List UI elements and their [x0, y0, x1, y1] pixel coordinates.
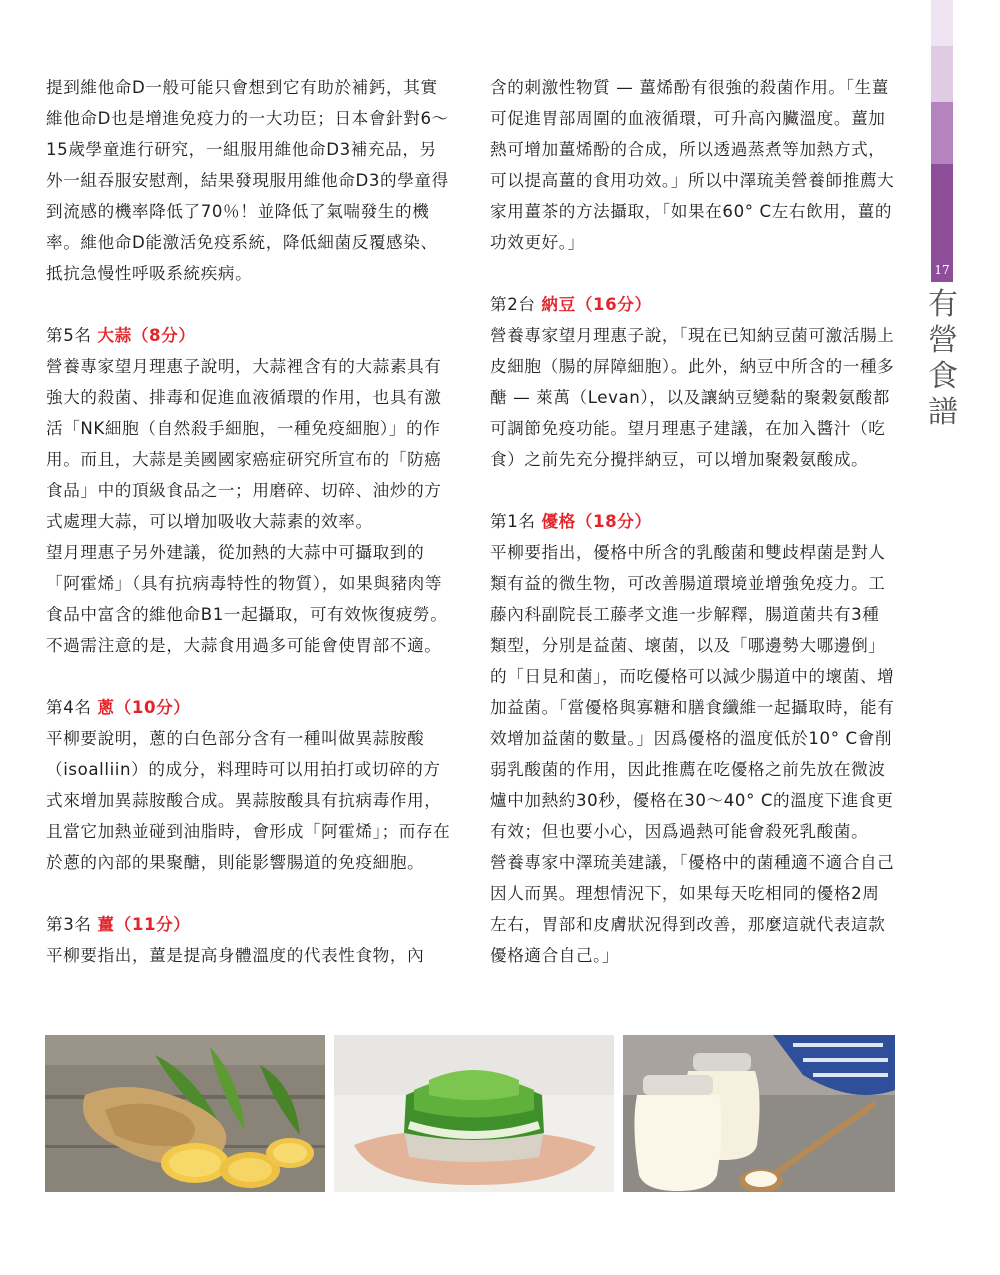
rank-score: （11分） — [114, 915, 191, 934]
sidebar-tab-3 — [931, 102, 953, 164]
rank3-heading — [46, 909, 452, 940]
rank2-paragraph-1: 營養專家望月理惠子說，「現在已知納豆菌可激活腸上皮細胞（腸的屏障細胞）。此外，納豆中所含的一種多醣 — 萊萬（Levan），以及讓納豆變黏的聚穀氨酸都可調節免疫功能。望月理惠子建議，在加入醬汁（吃食）之前先充分攪拌納豆，可以增加聚穀氨酸成。 — [490, 326, 895, 469]
rank1-heading — [490, 506, 896, 537]
rank-label: 第2台 — [490, 295, 536, 314]
rank-label: 第3名 — [46, 915, 92, 934]
rank5-heading — [46, 320, 452, 351]
rank-food: 薑 — [97, 915, 115, 934]
sidebar-tab-1 — [931, 0, 953, 46]
rank-food: 大蒜 — [97, 326, 132, 345]
rank-score: （16分） — [575, 295, 652, 314]
rank-label: 第5名 — [46, 326, 92, 345]
ginger-photo — [45, 1035, 325, 1192]
rank4-heading — [46, 692, 452, 723]
rank-food: 納豆 — [541, 295, 576, 314]
rank-label: 第4名 — [46, 698, 92, 717]
rank2-heading — [490, 289, 896, 320]
right-column — [490, 72, 896, 971]
yogurt-photo — [623, 1035, 895, 1192]
title-char: 譜 — [928, 395, 958, 430]
rank-score: （8分） — [131, 326, 196, 345]
rank1-paragraph-2: 營養專家中澤琉美建議，「優格中的菌種適不適合自己因人而異。理想情況下，如果每天吃相同的優格2周左右，胃部和皮膚狀況得到改善，那麼這就代表這款優格適合自己。」 — [490, 853, 895, 965]
intro-paragraph: 提到維他命D一般可能只會想到它有助於補鈣，其實維他命D也是增進免疫力的一大功臣；日本會針對6～15歲學童進行研究，一組服用維他命D3補充品，另外一組吞服安慰劑，結果發現服用維他命D3的學童得到流感的機率降低了70％！並降低了氣喘發生的機率。維他命D能激活免疫系統，降低細菌反覆感染、抵抗急慢性呼吸系統疾病。 — [46, 78, 449, 283]
rank5-paragraph-1: 營養專家望月理惠子說明，大蒜裡含有的大蒜素具有強大的殺菌、排毒和促進血液循環的作用，也具有激活「NK細胞（自然殺手細胞，一種免疫細胞）」的作用。而且，大蒜是美國國家癌症研究所宣布的「防癌食品」中的頂級食品之一；用磨碎、切碎、油炒的方式處理大蒜，可以增加吸收大蒜素的效率。 — [46, 357, 442, 531]
rank1-paragraph-1: 平柳要指出，優格中所含的乳酸菌和雙歧桿菌是對人類有益的微生物，可改善腸道環境並增強免疫力。工藤內科副院長工藤孝文進一步解釋，腸道菌共有3種類型，分別是益菌、壞菌，以及「哪邊勢大哪邊倒」的「日見和菌」，而吃優格可以減少腸道中的壞菌、增加益菌。「當優格與寡糖和膳食纖維一起攝取時，能有效增加益菌的數量。」因爲優格的溫度低於10° C會削弱乳酸菌的作用，因此推薦在吃優格之前先放在微波爐中加熱約30秒，優格在30～40° C的溫度下進食更有效；但也要小心，因爲過熱可能會殺死乳酸菌。 — [490, 543, 895, 841]
rank-score: （18分） — [575, 512, 652, 531]
sprouts-photo — [334, 1035, 614, 1192]
sidebar-tab-2 — [931, 46, 953, 102]
rank-score: （10分） — [114, 698, 191, 717]
rank4-paragraph-1: 平柳要說明，蔥的白色部分含有一種叫做異蒜胺酸（isoalliin）的成分，料理時可以用拍打或切碎的方式來增加異蒜胺酸合成。異蒜胺酸具有抗病毒作用，且當它加熱並碰到油脂時，會形成「阿霍烯」；而存在於蔥的內部的果聚醣，則能影響腸道的免疫細胞。 — [46, 729, 451, 872]
rank-label: 第1名 — [490, 512, 536, 531]
rank5-paragraph-2: 望月理惠子另外建議，從加熱的大蒜中可攝取到的「阿霍烯」（具有抗病毒特性的物質），如果與豬肉等食品中富含的維他命B1一起攝取，可有效恢復疲勞。不過需注意的是，大蒜食用過多可能會使胃部不適。 — [46, 543, 448, 655]
rank3-continued: 含的刺激性物質 — 薑烯酚有很強的殺菌作用。「生薑可促進胃部周圍的血液循環，可升高內臟溫度。薑加熱可增加薑烯酚的合成，所以透過蒸煮等加熱方式，可以提高薑的食用功效。」所以中澤琉美營養師推薦大家用薑茶的方法攝取，「如果在60° C左右飲用，薑的功效更好。」 — [490, 78, 895, 252]
page-number: 17 — [934, 263, 950, 277]
rank-food: 蔥 — [97, 698, 115, 717]
rank3-paragraph-1: 平柳要指出，薑是提高身體溫度的代表性食物，內 — [46, 946, 425, 965]
rank-food: 優格 — [541, 512, 576, 531]
section-title-vertical — [918, 287, 968, 431]
left-column — [46, 72, 452, 971]
title-char: 食 — [928, 359, 958, 394]
title-char: 有 — [928, 287, 958, 322]
title-char: 營 — [928, 323, 958, 358]
